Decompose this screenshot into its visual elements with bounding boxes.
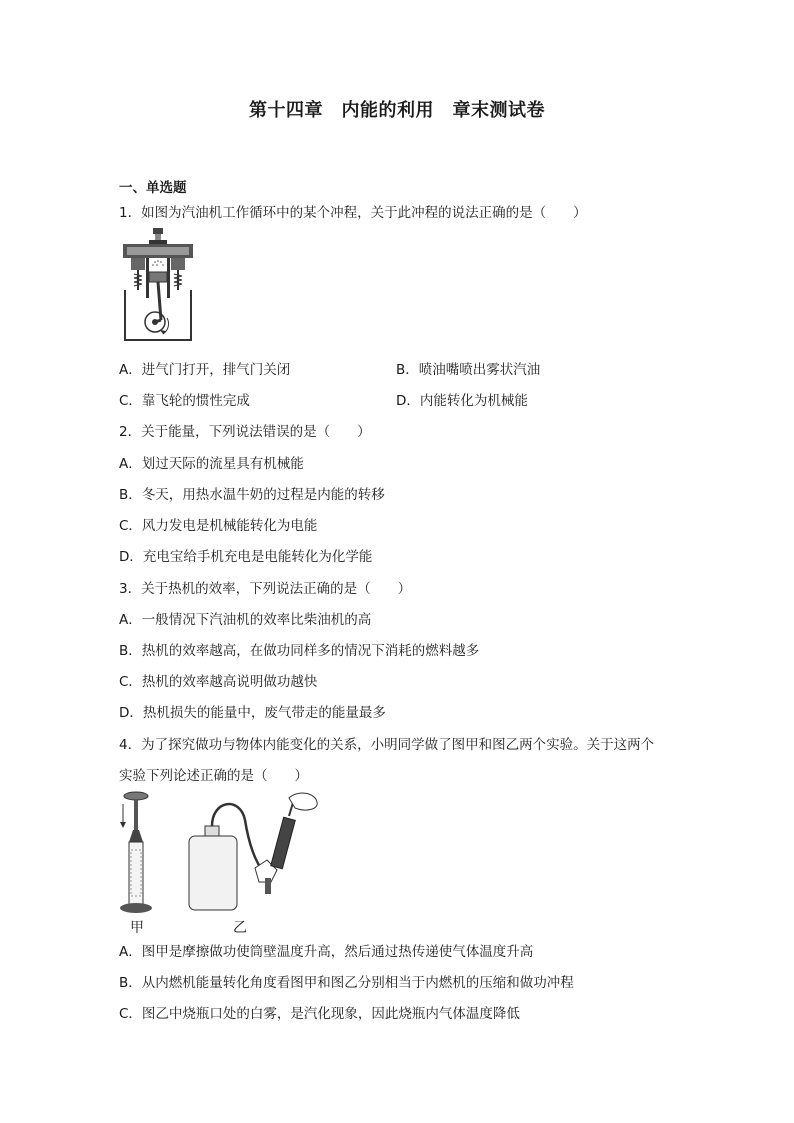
q3-option-b: B．热机的效率越高，在做功同样多的情况下消耗的燃料越多 [119, 643, 480, 659]
figure-label-yi: 乙 [233, 920, 247, 936]
flask-and-pump-diagram [185, 790, 325, 920]
q4-option-b: B．从内燃机能量转化角度看图甲和图乙分别相当于内燃机的压缩和做功冲程 [119, 975, 574, 991]
q3-option-c: C．热机的效率越高说明做功越快 [119, 674, 318, 690]
engine-stroke-figure [119, 228, 197, 348]
q2-option-c: C．风力发电是机械能转化为电能 [119, 518, 318, 534]
q4-option-c: C．图乙中烧瓶口处的白雾，是汽化现象，因此烧瓶内气体温度降低 [119, 1006, 520, 1022]
figure-label-jia: 甲 [130, 920, 144, 936]
q3-option-d: D．热机损失的能量中，废气带走的能量最多 [119, 705, 386, 721]
q1-option-b: B．喷油嘴喷出雾状汽油 [396, 362, 541, 378]
q3-option-a: A．一般情况下汽油机的效率比柴油机的高 [119, 612, 372, 628]
question-2-stem: 2．关于能量，下列说法错误的是（ ） [119, 424, 371, 440]
question-4-stem-line-2: 实验下列论述正确的是（ ） [119, 768, 308, 784]
question-1-stem: 1．如图为汽油机工作循环中的某个冲程，关于此冲程的说法正确的是（ ） [119, 205, 587, 221]
q1-option-a: A．进气门打开，排气门关闭 [119, 362, 291, 378]
q1-option-c: C．靠飞轮的惯性完成 [119, 393, 250, 409]
gasoline-engine-diagram [119, 228, 197, 344]
question-3-stem: 3．关于热机的效率，下列说法正确的是（ ） [119, 581, 412, 597]
page-title: 第十四章 内能的利用 章末测试卷 [249, 100, 545, 121]
q2-option-b: B．冬天，用热水温牛奶的过程是内能的转移 [119, 487, 385, 503]
q4-option-a: A．图甲是摩擦做功使筒壁温度升高，然后通过热传递使气体温度升高 [119, 944, 534, 960]
compression-tube-diagram [115, 790, 157, 920]
q2-option-a: A．划过天际的流星具有机械能 [119, 456, 304, 472]
q1-option-d: D．内能转化为机械能 [396, 393, 528, 409]
q2-option-d: D．充电宝给手机充电是电能转化为化学能 [119, 549, 373, 565]
figure-yi-flask-pump [185, 790, 325, 924]
figure-jia-air-compression [115, 790, 157, 924]
question-4-stem-line-1: 4．为了探究做功与物体内能变化的关系，小明同学做了图甲和图乙两个实验。关于这两个 [119, 737, 655, 753]
section-heading-single-choice: 一、单选题 [119, 180, 187, 196]
